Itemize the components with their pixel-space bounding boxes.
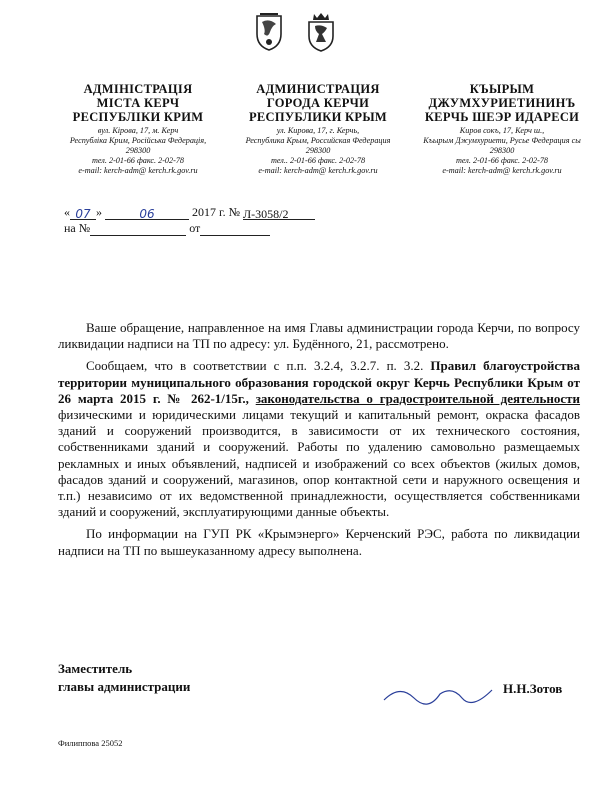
paragraph-3: По информации на ГУП РК «Крымэнерго» Керченский РЭС, работа по ликвидации надписи на ТП по вышеуказанному адресу выполнена. <box>58 526 580 558</box>
crimea-coat-of-arms-icon <box>254 12 284 52</box>
header-ua <box>58 82 218 176</box>
signatory-position: Заместитель главы администрации <box>58 661 191 694</box>
header-ua-address: вул. Кірова, 17, м. Керч Республіка Крим, Російська Федерація, 298300 тел. 2-01-66 факс. 2-02-78 e-mail: kerch-adm@ kerch.rk.gov.ru <box>69 126 207 175</box>
handwritten-month: 06 <box>139 207 155 221</box>
header-crh <box>418 82 586 176</box>
handwritten-signature <box>380 680 500 708</box>
kerch-coat-of-arms-icon <box>306 12 336 52</box>
year-and-number-label: 2017 г. № <box>192 205 241 219</box>
header-ua-title: АДМІНІСТРАЦІЯ МІСТА КЕРЧ РЕСПУБЛІКИ КРИМ <box>72 82 204 124</box>
paragraph-1: Ваше обращение, направленное на имя Главы администрации города Керчи, по вопросу ликвидации надписи на ТП по адресу: ул. Будённого, 21, рассмотрено. <box>58 320 580 352</box>
outgoing-date-line: « 07 » 06 2017 г. № Л-3058/2 <box>64 205 315 220</box>
incoming-ref-line: на № от <box>64 221 270 236</box>
header-ru-address: ул. Кирова, 17, г. Керчь, Республика Крым, Российская Федерация 298300 тел.. 2-01-66 факс. 2-02-78 e-mail: kerch-adm@ kerch.rk.gov.ru <box>245 126 391 175</box>
outgoing-number: Л-3058/2 <box>243 207 289 221</box>
handwritten-day: 07 <box>75 207 91 221</box>
header-crh-address: Киров сокъ, 17, Керч ш., Къырым Джумхуриети, Русье Федерация сы 298300 тел. 2-01-66 факс. 2-02-78 e-mail: kerch-adm@ kerch.rk.gov.ru <box>423 126 581 175</box>
paragraph-2: Сообщаем, что в соответствии с п.п. 3.2.4, 3.2.7. п. 3.2. Правил благоустройства территории муниципального образования городской округ Керчь Республики Крым от 26 марта 2015 г. № 262-1/15г., законодательства о градостроительной деятельности физическими и юридическими лицами текущий и капитальный ремонт, окраска фасадов зданий и сооружений производится, в зависимости от их технического состояния, собственниками зданий и сооружений. Работы по удалению самовольно размещаемых рекламных и иных объявлений, надписей и изображений со всех объектов (жилых домов, фасадов зданий и сооружений, магазинов, опор контактной сети и наружного освещения и т.п.) независимо от их ведомственной принадлежности, осуществляется собственниками зданий и сооружений, эксплуатирующими данные объекты. <box>58 358 581 520</box>
header-ru <box>238 82 398 176</box>
executor-note: Филиппова 25052 <box>58 738 123 748</box>
header-ru-title: АДМИНИСТРАЦИЯ ГОРОДА КЕРЧИ РЕСПУБЛИКИ КРЫМ <box>248 82 388 124</box>
letter-body <box>58 320 580 565</box>
header-crh-title: КЪЫРЫМ ДЖУМХУРИЕТИНИНЪ КЕРЧЬ ШЕЭР ИДАРЕСИ <box>424 82 580 124</box>
signatory-name: Н.Н.Зотов <box>503 681 563 696</box>
